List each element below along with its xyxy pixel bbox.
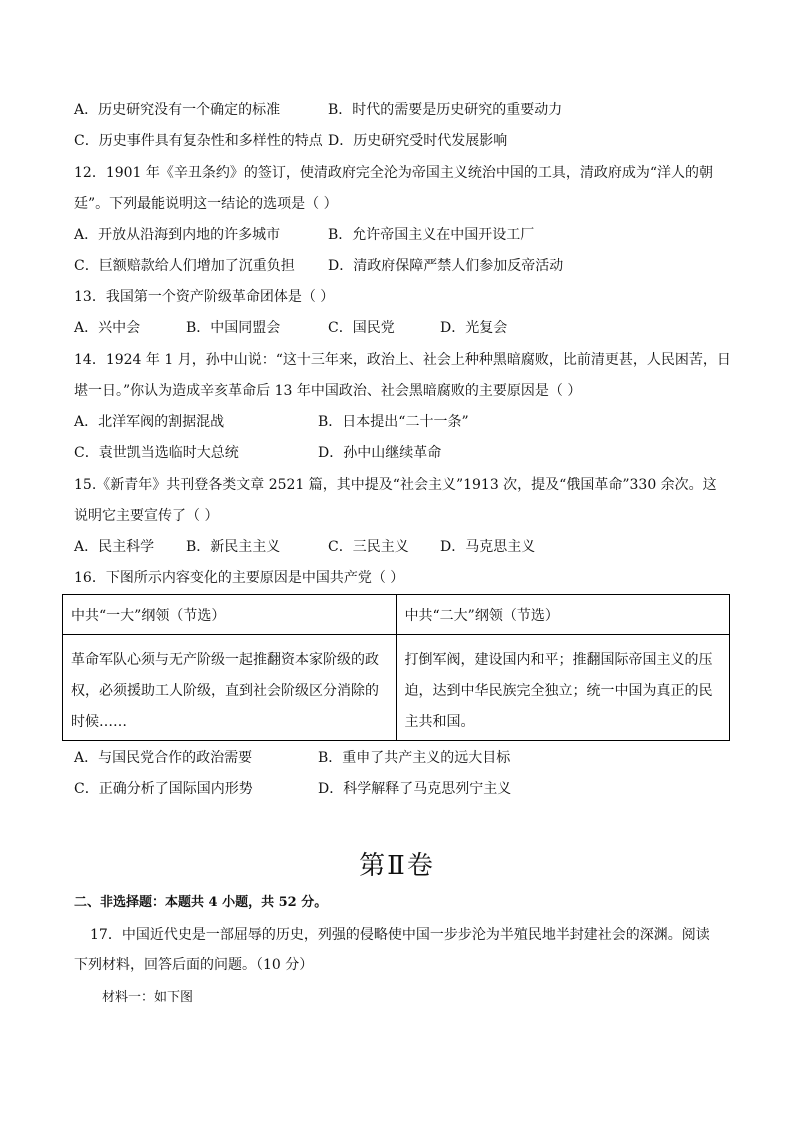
q14-stem-line1: 14．1924 年 1 月，孙中山说：“这十三年来，政治上、社会上种种黑暗腐败，比前清更甚，人民困苦，日 xyxy=(74,352,731,368)
q13-option-a: A．兴中会 xyxy=(74,320,141,336)
q12-option-b: B．允许帝国主义在中国开设工厂 xyxy=(328,227,535,243)
table-body-first-congress: 革命军队心须与无产阶级一起推翻资本家阶级的政权，必须援助工人阶级，直到社会阶级区分消除的时候…… xyxy=(63,635,397,741)
q17-material-label: 材料一：如下图 xyxy=(102,990,194,1005)
q15-stem-line1: 15.《新青年》共刊登各类文章 2521 篇，其中提及“社会主义”1913 次，提及“俄国革命”330 余次。这 xyxy=(74,477,717,493)
q15-stem-line2: 说明它主要宣传了（ ） xyxy=(74,508,219,524)
q12-stem-line1: 12．1901 年《辛丑条约》的签订，使清政府完全沦为帝国主义统治中国的工具，清政府成为“洋人的朝 xyxy=(74,165,714,181)
q12-option-d: D．清政府保障严禁人们参加反帝活动 xyxy=(328,258,564,274)
q15-option-a: A．民主科学 xyxy=(74,539,155,555)
q15-option-d: D．马克思主义 xyxy=(440,539,536,555)
q16-stem: 16．下图所示内容变化的主要原因是中国共产党（ ） xyxy=(74,570,405,586)
q14-option-d: D．孙中山继续革命 xyxy=(318,445,442,461)
q14-option-a: A．北洋军阀的割据混战 xyxy=(74,414,225,430)
q11-option-c: C．历史事件具有复杂性和多样性的特点 xyxy=(74,133,323,149)
q12-option-c: C．巨额赔款给人们增加了沉重负担 xyxy=(74,258,295,274)
section-heading: 二、非选择题：本题共 4 小题，共 52 分。 xyxy=(74,895,328,910)
q15-option-c: C．三民主义 xyxy=(328,539,409,555)
q17-stem-line1: 17．中国近代史是一部屈辱的历史，列强的侵略使中国一步步沦为半殖民地半封建社会的深渊。阅读 xyxy=(90,927,710,943)
q11-option-a: A．历史研究没有一个确定的标准 xyxy=(74,102,281,118)
q16-option-c: C．正确分析了国际国内形势 xyxy=(74,781,253,797)
q12-stem-line2: 廷”。下列最能说明这一结论的选项是（ ） xyxy=(74,196,338,212)
q13-option-d: D．光复会 xyxy=(440,320,508,336)
q13-stem: 13．我国第一个资产阶级革命团体是（ ） xyxy=(74,289,335,305)
table-header-second-congress: 中共“二大”纲领（节选） xyxy=(396,595,730,635)
q11-option-b: B．时代的需要是历史研究的重要动力 xyxy=(328,102,563,118)
q15-option-b: B．新民主主义 xyxy=(186,539,281,555)
q16-option-b: B．重申了共产主义的远大目标 xyxy=(318,750,511,766)
q13-option-b: B．中国同盟会 xyxy=(186,320,281,336)
q11-option-d: D．历史研究受时代发展影响 xyxy=(328,133,508,149)
q13-option-c: C．国民党 xyxy=(328,320,395,336)
q16-comparison-table xyxy=(62,594,730,741)
q14-option-b: B．日本提出“二十一条” xyxy=(318,414,469,430)
section-title: 第Ⅱ卷 xyxy=(359,851,435,881)
q14-option-c: C．袁世凯当选临时大总统 xyxy=(74,445,239,461)
table-header-first-congress: 中共“一大”纲领（节选） xyxy=(63,595,397,635)
q12-option-a: A．开放从沿海到内地的许多城市 xyxy=(74,227,281,243)
q14-stem-line2: 堪一日。”你认为造成辛亥革命后 13 年中国政治、社会黑暗腐败的主要原因是（ ） xyxy=(74,383,582,399)
table-body-second-congress: 打倒军阀，建设国内和平；推翻国际帝国主义的压迫，达到中华民族完全独立；统一中国为真正的民主共和国。 xyxy=(396,635,730,741)
q16-option-a: A．与国民党合作的政治需要 xyxy=(74,750,253,766)
q17-stem-line2: 下列材料，回答后面的问题。（10 分） xyxy=(74,957,314,973)
q16-option-d: D．科学解释了马克思列宁主义 xyxy=(318,781,512,797)
